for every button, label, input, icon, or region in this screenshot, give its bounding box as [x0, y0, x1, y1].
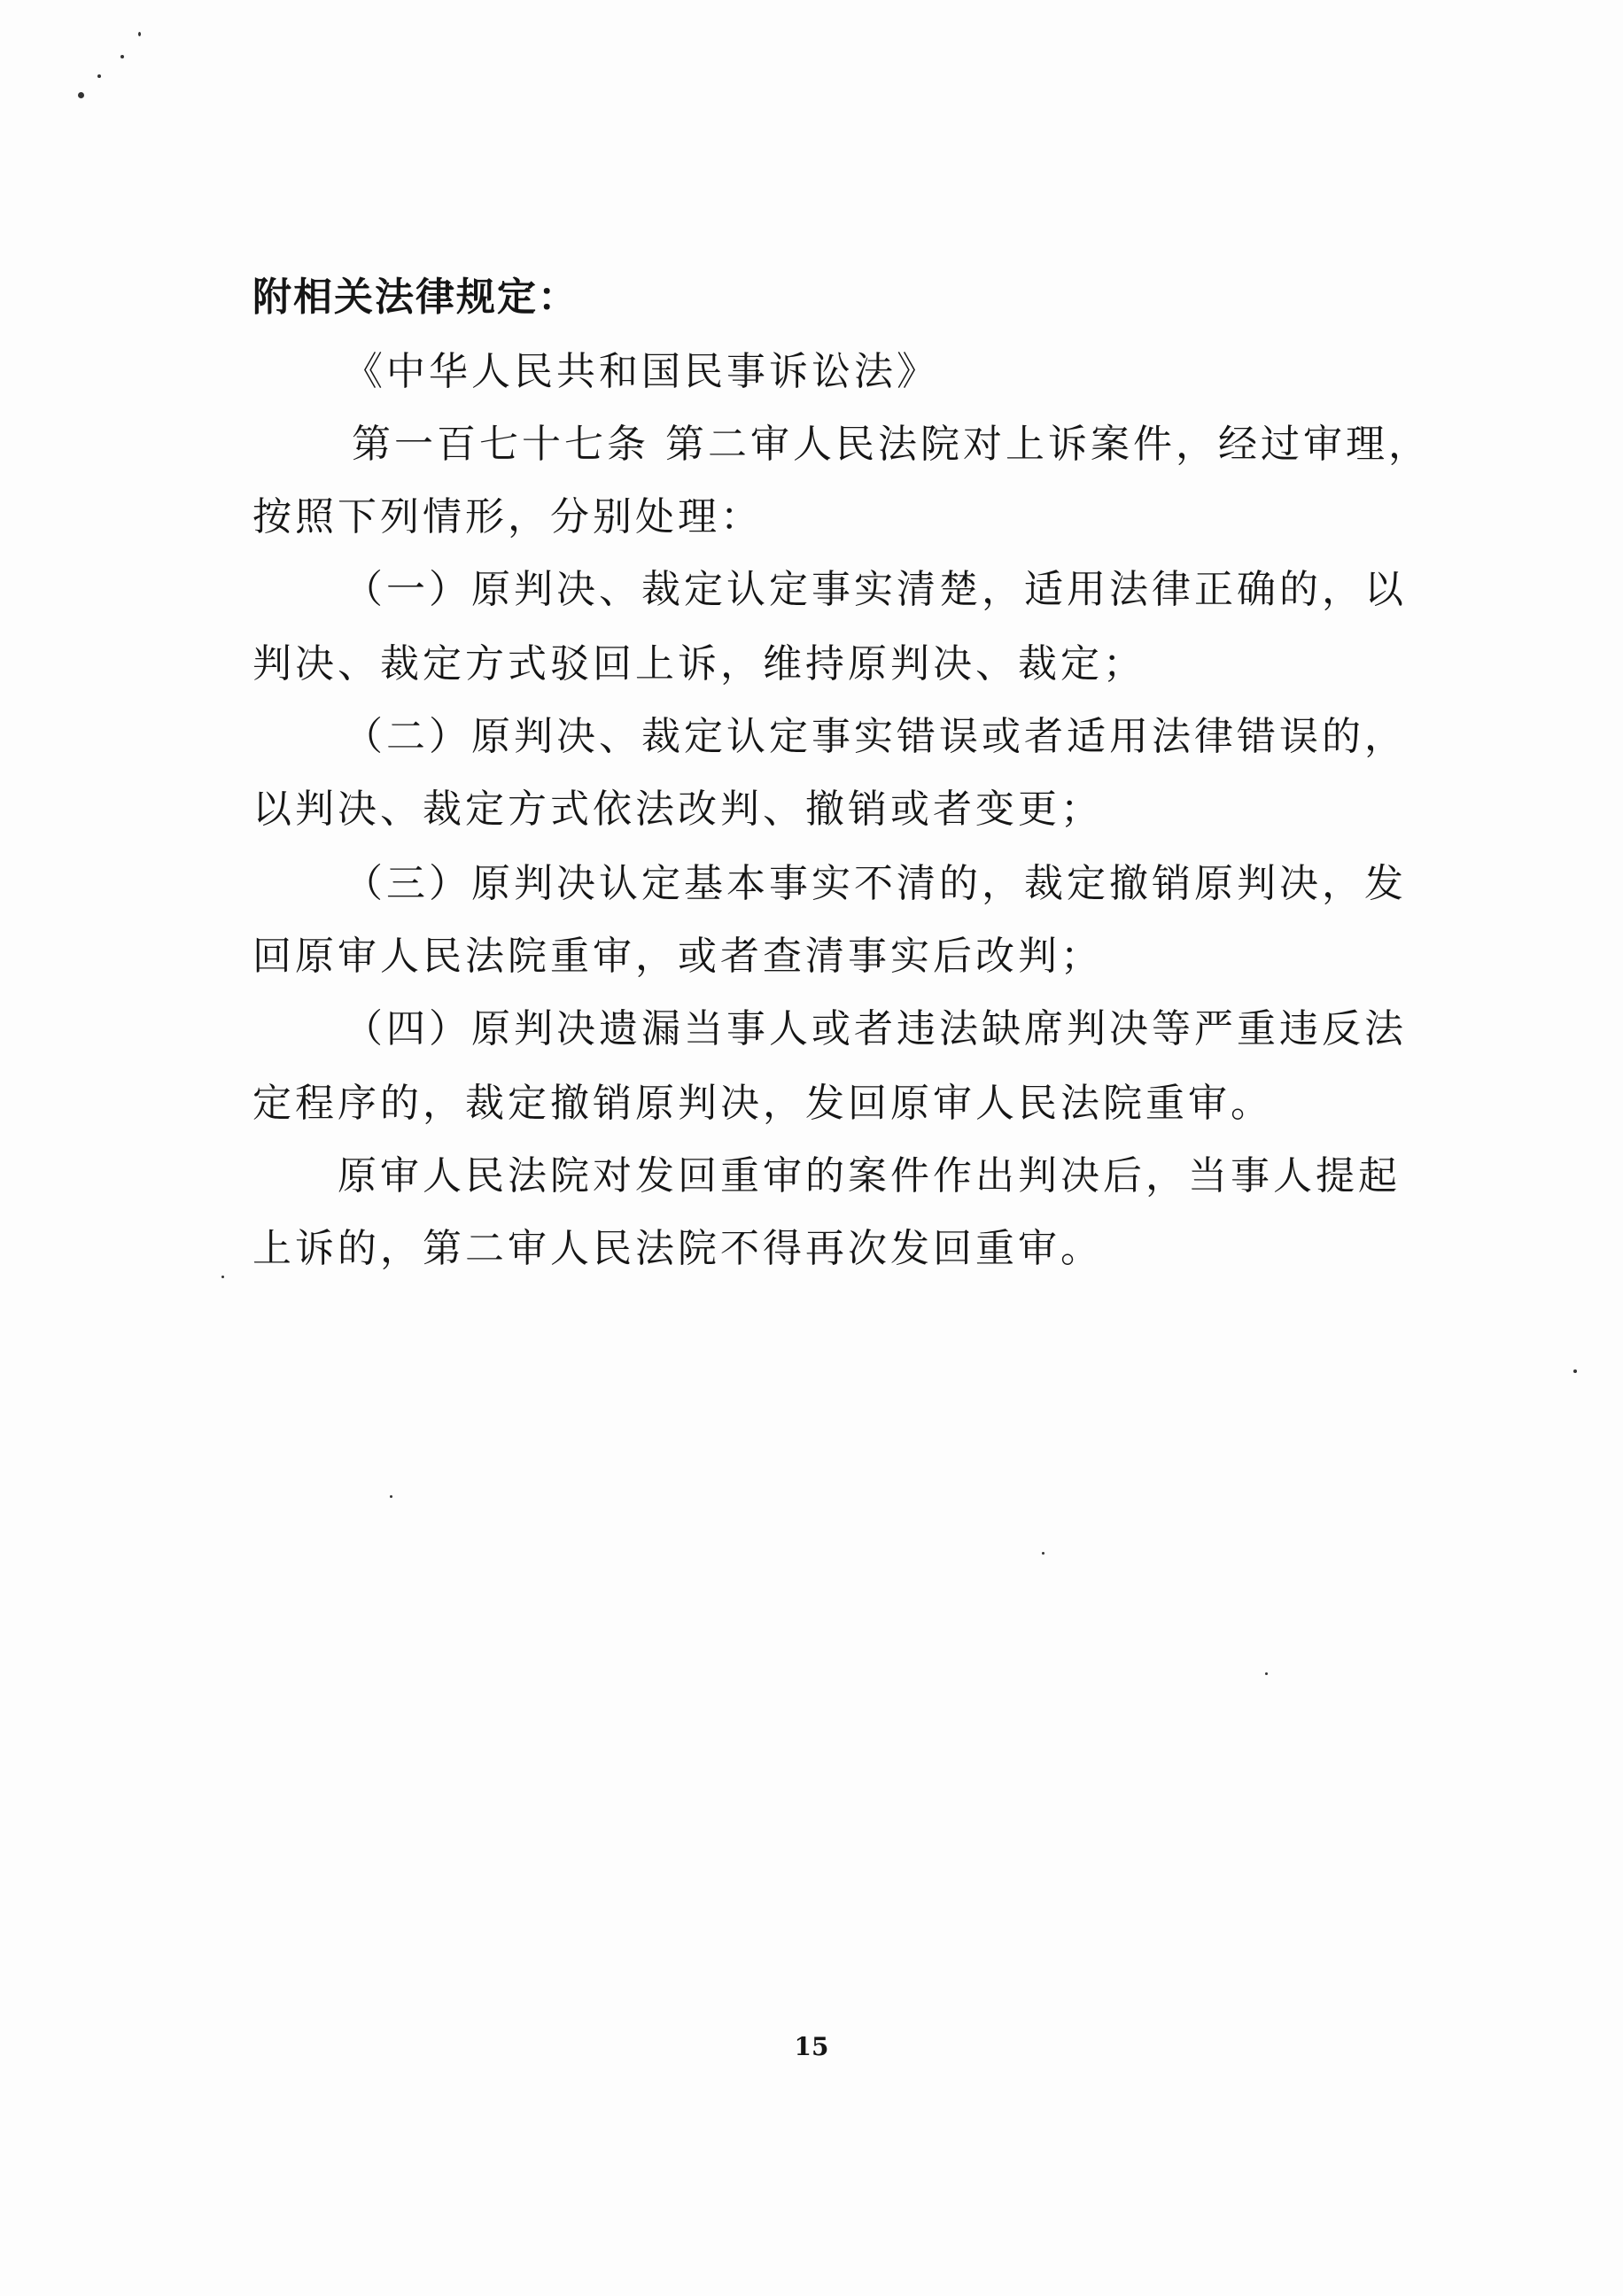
scan-speck	[78, 92, 84, 98]
clause-2-line-1: （二）原判决、裁定认定事实错误或者适用法律错误的，	[344, 714, 1407, 759]
clause-3-line-1: （三）原判决认定基本事实不清的，裁定撤销原判决，发	[344, 861, 1407, 906]
scan-speck	[1265, 1672, 1268, 1675]
paragraph-line-1: 原审人民法院对发回重审的案件作出判决后，当事人提起	[338, 1153, 1401, 1198]
page-number: 15	[794, 2032, 829, 2061]
scan-speck	[221, 1276, 224, 1278]
law-title: 《中华人民共和国民事诉讼法》	[344, 349, 939, 394]
scan-speck	[390, 1495, 392, 1498]
section-heading: 附相关法律规定：	[252, 275, 579, 320]
scan-speck	[138, 32, 141, 36]
clause-4-line-1: （四）原判决遗漏当事人或者违法缺席判决等严重违反法	[344, 1006, 1407, 1051]
scan-speck	[120, 55, 124, 58]
clause-1-line-1: （一）原判决、裁定认定事实清楚，适用法律正确的，以	[344, 567, 1407, 612]
article-line-1: 第一百七十七条 第二审人民法院对上诉案件，经过审理，	[352, 422, 1431, 467]
scan-speck	[97, 74, 101, 78]
clause-2-line-2: 以判决、裁定方式依法改判、撤销或者变更；	[252, 787, 1103, 832]
clause-3-line-2: 回原审人民法院重审，或者查清事实后改判；	[252, 934, 1103, 979]
paragraph-line-2: 上诉的，第二审人民法院不得再次发回重审。	[252, 1226, 1103, 1271]
scan-speck	[1042, 1552, 1044, 1555]
clause-4-line-2: 定程序的，裁定撤销原判决，发回原审人民法院重审。	[252, 1081, 1273, 1126]
clause-1-line-2: 判决、裁定方式驳回上诉，维持原判决、裁定；	[252, 641, 1145, 686]
scan-speck	[1573, 1369, 1577, 1373]
article-line-2: 按照下列情形，分别处理：	[252, 494, 763, 539]
